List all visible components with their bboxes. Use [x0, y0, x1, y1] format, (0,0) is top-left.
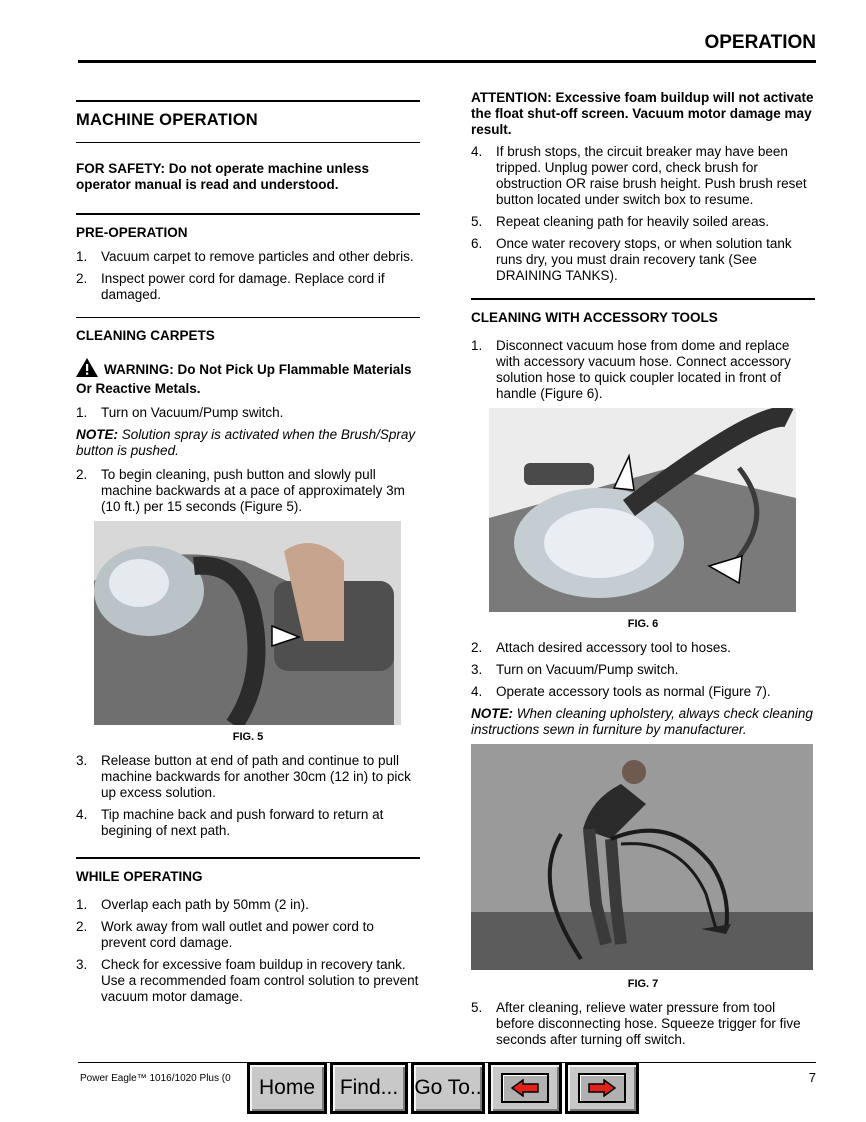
section-rule — [76, 100, 420, 102]
operating-steps-continued — [471, 144, 815, 284]
previous-page-button[interactable] — [488, 1062, 562, 1114]
list-item: 5. After cleaning, relieve water pressure from tool before disconnecting hose. Squeeze trigger for five seconds after turning off switch. — [471, 999, 801, 1047]
list-item: 2. Work away from wall outlet and power cord to prevent cord damage. — [76, 918, 374, 950]
accessory-tools-title: CLEANING WITH ACCESSORY TOOLS — [471, 309, 718, 325]
section-rule — [76, 317, 420, 319]
right-column — [471, 90, 815, 1054]
page-number: 7 — [808, 1070, 816, 1085]
warning-triangle-icon — [76, 358, 98, 381]
list-item: 4. Operate accessory tools as normal (Figure 7). — [471, 683, 771, 699]
cleaning-steps — [76, 753, 420, 839]
header-rule — [78, 60, 816, 63]
find-button[interactable] — [330, 1062, 408, 1114]
figure-5-photo — [94, 521, 401, 725]
right-arrow-icon — [578, 1073, 626, 1103]
accessory-steps — [471, 1000, 815, 1048]
left-arrow-icon — [501, 1073, 549, 1103]
page-section-title: OPERATION — [704, 32, 816, 53]
list-item: 3. Check for excessive foam buildup in recovery tank. Use a recommended foam control solution to prevent vacuum motor damage. — [76, 956, 419, 1004]
warning-text: WARNING: Do Not Pick Up Flammable Materials Or Reactive Metals. — [76, 362, 412, 396]
goto-button[interactable] — [411, 1062, 485, 1114]
navigation-bar — [247, 1062, 642, 1114]
list-item: 5. Repeat cleaning path for heavily soiled areas. — [471, 214, 770, 229]
pre-operation-title: PRE-OPERATION — [76, 224, 188, 240]
cleaning-steps — [76, 467, 420, 515]
while-operating-steps — [76, 897, 420, 1005]
figure-7-caption: FIG. 7 — [627, 977, 659, 990]
cleaning-steps — [76, 405, 420, 421]
warning-block — [76, 358, 420, 397]
machine-operation-title: MACHINE OPERATION — [76, 110, 258, 129]
list-item: 6. Once water recovery stops, or when solution tank runs dry, you must drain recovery tank (See DRAINING TANKS). — [471, 236, 792, 283]
note-label: NOTE: — [471, 705, 513, 721]
figure-7-photo — [471, 744, 813, 970]
safety-statement: FOR SAFETY: Do not operate machine unless operator manual is read and understood. — [76, 161, 370, 192]
note-text: When cleaning upholstery, always check cleaning instructions sewn in furniture by manufacturer. — [471, 705, 813, 737]
list-item: 2. Inspect power cord for damage. Replace cord if damaged. — [76, 270, 385, 302]
note-text: Solution spray is activated when the Brush/Spray button is pushed. — [76, 427, 416, 458]
list-item: 3. Release button at end of path and continue to pull machine backwards for another 30cm (12 in) to pick up excess solution. — [76, 753, 411, 800]
home-button-label: Home — [258, 1076, 316, 1099]
while-operating-title: WHILE OPERATING — [76, 868, 203, 884]
attention-statement: ATTENTION: Excessive foam buildup will not activate the float shut-off screen. Vacuum motor damage may result. — [471, 90, 814, 137]
list-item: 1. Vacuum carpet to remove particles and other debris. — [76, 248, 414, 264]
accessory-steps — [471, 640, 815, 700]
list-item: 3. Turn on Vacuum/Pump switch. — [471, 661, 679, 677]
note — [76, 427, 420, 459]
figure-6-photo — [489, 408, 796, 612]
find-button-label: Find... — [339, 1076, 399, 1099]
figure-5-caption: FIG. 5 — [232, 731, 264, 743]
list-item: 2. Attach desired accessory tool to hoses. — [471, 639, 731, 655]
list-item: 1. Overlap each path by 50mm (2 in). — [76, 896, 309, 912]
next-page-button[interactable] — [565, 1062, 639, 1114]
list-item: 1. Disconnect vacuum hose from dome and replace with accessory vacuum hose. Connect accessory solution hose to quick coupler located in front of handle (Figure 6). — [471, 337, 791, 401]
section-rule — [471, 298, 815, 300]
note — [471, 706, 815, 738]
home-button[interactable] — [247, 1062, 327, 1114]
accessory-steps — [471, 338, 815, 402]
note-label: NOTE: — [76, 427, 118, 442]
section-rule — [76, 142, 420, 144]
list-item: 2. To begin cleaning, push button and slowly pull machine backwards at a pace of approximately 3m (10 ft.) per 15 seconds (Figure 5). — [76, 467, 405, 514]
figure-6-caption: FIG. 6 — [627, 617, 659, 630]
section-rule — [76, 213, 420, 215]
section-rule — [76, 857, 420, 859]
list-item: 4. If brush stops, the circuit breaker may have been tripped. Unplug power cord, check brush for obstruction OR raise brush height. Push brush reset button located under switch box to resume. — [471, 144, 807, 207]
left-column — [76, 100, 420, 1011]
list-item: 1. Turn on Vacuum/Pump switch. — [76, 405, 284, 420]
goto-button-label: Go To.. — [414, 1076, 482, 1099]
cleaning-carpets-title: CLEANING CARPETS — [76, 328, 215, 343]
pre-operation-steps — [76, 249, 420, 303]
list-item: 4. Tip machine back and push forward to return at begining of next path. — [76, 807, 384, 838]
footer-product-name: Power Eagle™ 1016/1020 Plus (0 — [80, 1073, 231, 1084]
